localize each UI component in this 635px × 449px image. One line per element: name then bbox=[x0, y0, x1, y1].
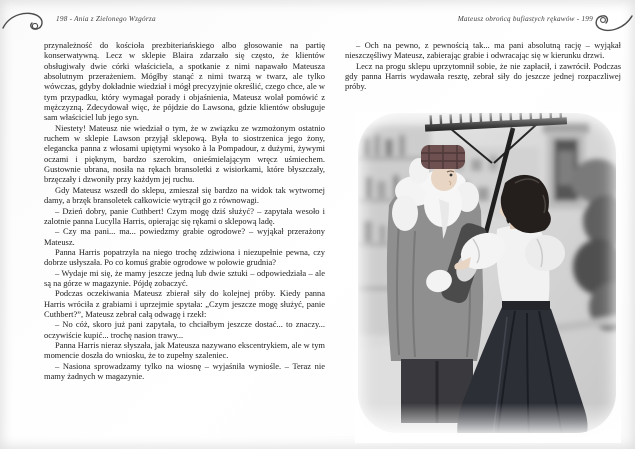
paragraph: – No cóż, skoro już pani zapytała, to chciałbym jeszcze dostać... to znaczy... oczywiście kupić... trochę nasion trawy... bbox=[44, 319, 325, 340]
paragraph: – Czy ma pani... ma... powiedzmy grabie ogrodowe? – wyjąkał przerażony Mateusz. bbox=[44, 226, 325, 247]
paragraph: przynależność do kościoła prezbiteriańskiego albo głosowanie na partię konserwatywną. Lecz w sklepie Blaira zdarzało się często, że klientów obsługiwały dwie córki właściciela, a spotkanie z nimi napawało Mateusza absolutnym przerażeniem. Mógłby stanąć z nimi twarzą w twarz, ale tylko wówczas, gdyby dokładnie wiedział i mógł precyzyjnie określić, czego chce, ale w tym przypadku, który wymagał porady i objaśnienia, Mateusz wolał pomówić z mężczyzną. Zdecydował więc, że pójdzie do Lawsona, gdzie klientów obsługuje sam właściciel lub jego syn. bbox=[44, 40, 325, 123]
paragraph: – Och na pewno, z pewnością tak... ma pani absolutną rację – wyjąkał nieszczęśliwy Mateusz, zabierając grabie i odwracając się w kierunku drzwi. bbox=[345, 40, 621, 61]
paragraph: Podczas oczekiwania Mateusz zbierał siły do kolejnej próby. Kiedy panna Harris wróciła z grabiami i uprzejmie spytała: „Czym jeszcze mogę służyć, panie Cuthbert?”, Mateusz zebrał całą odwagę i rzekł: bbox=[44, 288, 325, 319]
plaid-cap bbox=[421, 145, 465, 169]
left-page-header: 198 - Ania z Zielonego Wzgórza bbox=[56, 15, 156, 23]
left-page-text-column bbox=[44, 40, 325, 381]
right-page-text-column bbox=[345, 40, 621, 92]
paragraph: – Dzień dobry, panie Cuthbert! Czym mogę dziś służyć? – zapytała wesoło i zalotnie panna Lucylla Harris, opierając się rękami o sklepową ladę. bbox=[44, 205, 325, 226]
flourish-ornament-icon bbox=[2, 8, 50, 36]
right-page-header: Mateusz obrońcą bufiastych rękawów - 199 bbox=[457, 15, 593, 23]
store-illustration bbox=[355, 111, 621, 443]
paragraph: Niestety! Mateusz nie wiedział o tym, że w związku ze wzmożonym ostatnio ruchem w sklepie Lawson przyjął sklepową. Była to siostrzenica jego żony, elegancka panna z włosami upiętymi wysoko à la Pompadour, z dużymi, żywymi oczami i pięknym, bardzo szerokim, onieśmielającym wręcz uśmiechem. Gustownie ubrana, nosiła na rękach bransoletki z wisiorkami, które błyszczały, brzęczały i dzwoniły przy każdym jej ruchu. bbox=[44, 122, 325, 185]
flourish-ornament-icon bbox=[593, 8, 633, 36]
paragraph: Panna Harris popatrzyła na niego trochę zdziwiona i niezupełnie pewna, czy dobrze usłyszała. Po co komuś grabie ogrodowe w połowie grudnia? bbox=[44, 246, 325, 268]
paragraph: Lecz na progu sklepu uprzytomnił sobie, że nie zapłacił, i zawrócił. Podczas gdy panna Harris wydawała resztę, zebrał siły do jeszcze jednej rozpaczliwej próby. bbox=[345, 60, 621, 92]
bottom-fade bbox=[355, 403, 621, 443]
paragraph: Panna Harris nieraz słyszała, jak Mateusza nazywano ekscentrykiem, ale w tym momencie doszła do wniosku, że to zupełny szaleniec. bbox=[44, 339, 325, 361]
paragraph: – Nasiona sprowadzamy tylko na wiosnę – wyjaśniła wyniośle. – Teraz nie mamy żadnych w magazynie. bbox=[44, 360, 325, 381]
paragraph: Gdy Mateusz wszedł do sklepu, zmieszał się bardzo na widok tak wytwornej damy, a brzęk bransoletek całkowicie wytrącił go z równowagi. bbox=[44, 184, 325, 206]
paragraph: – Wydaje mi się, że mamy jeszcze jedną lub dwie sztuki – odpowiedziała – ale są na górze w magazynie. Pójdę zobaczyć. bbox=[44, 267, 325, 288]
